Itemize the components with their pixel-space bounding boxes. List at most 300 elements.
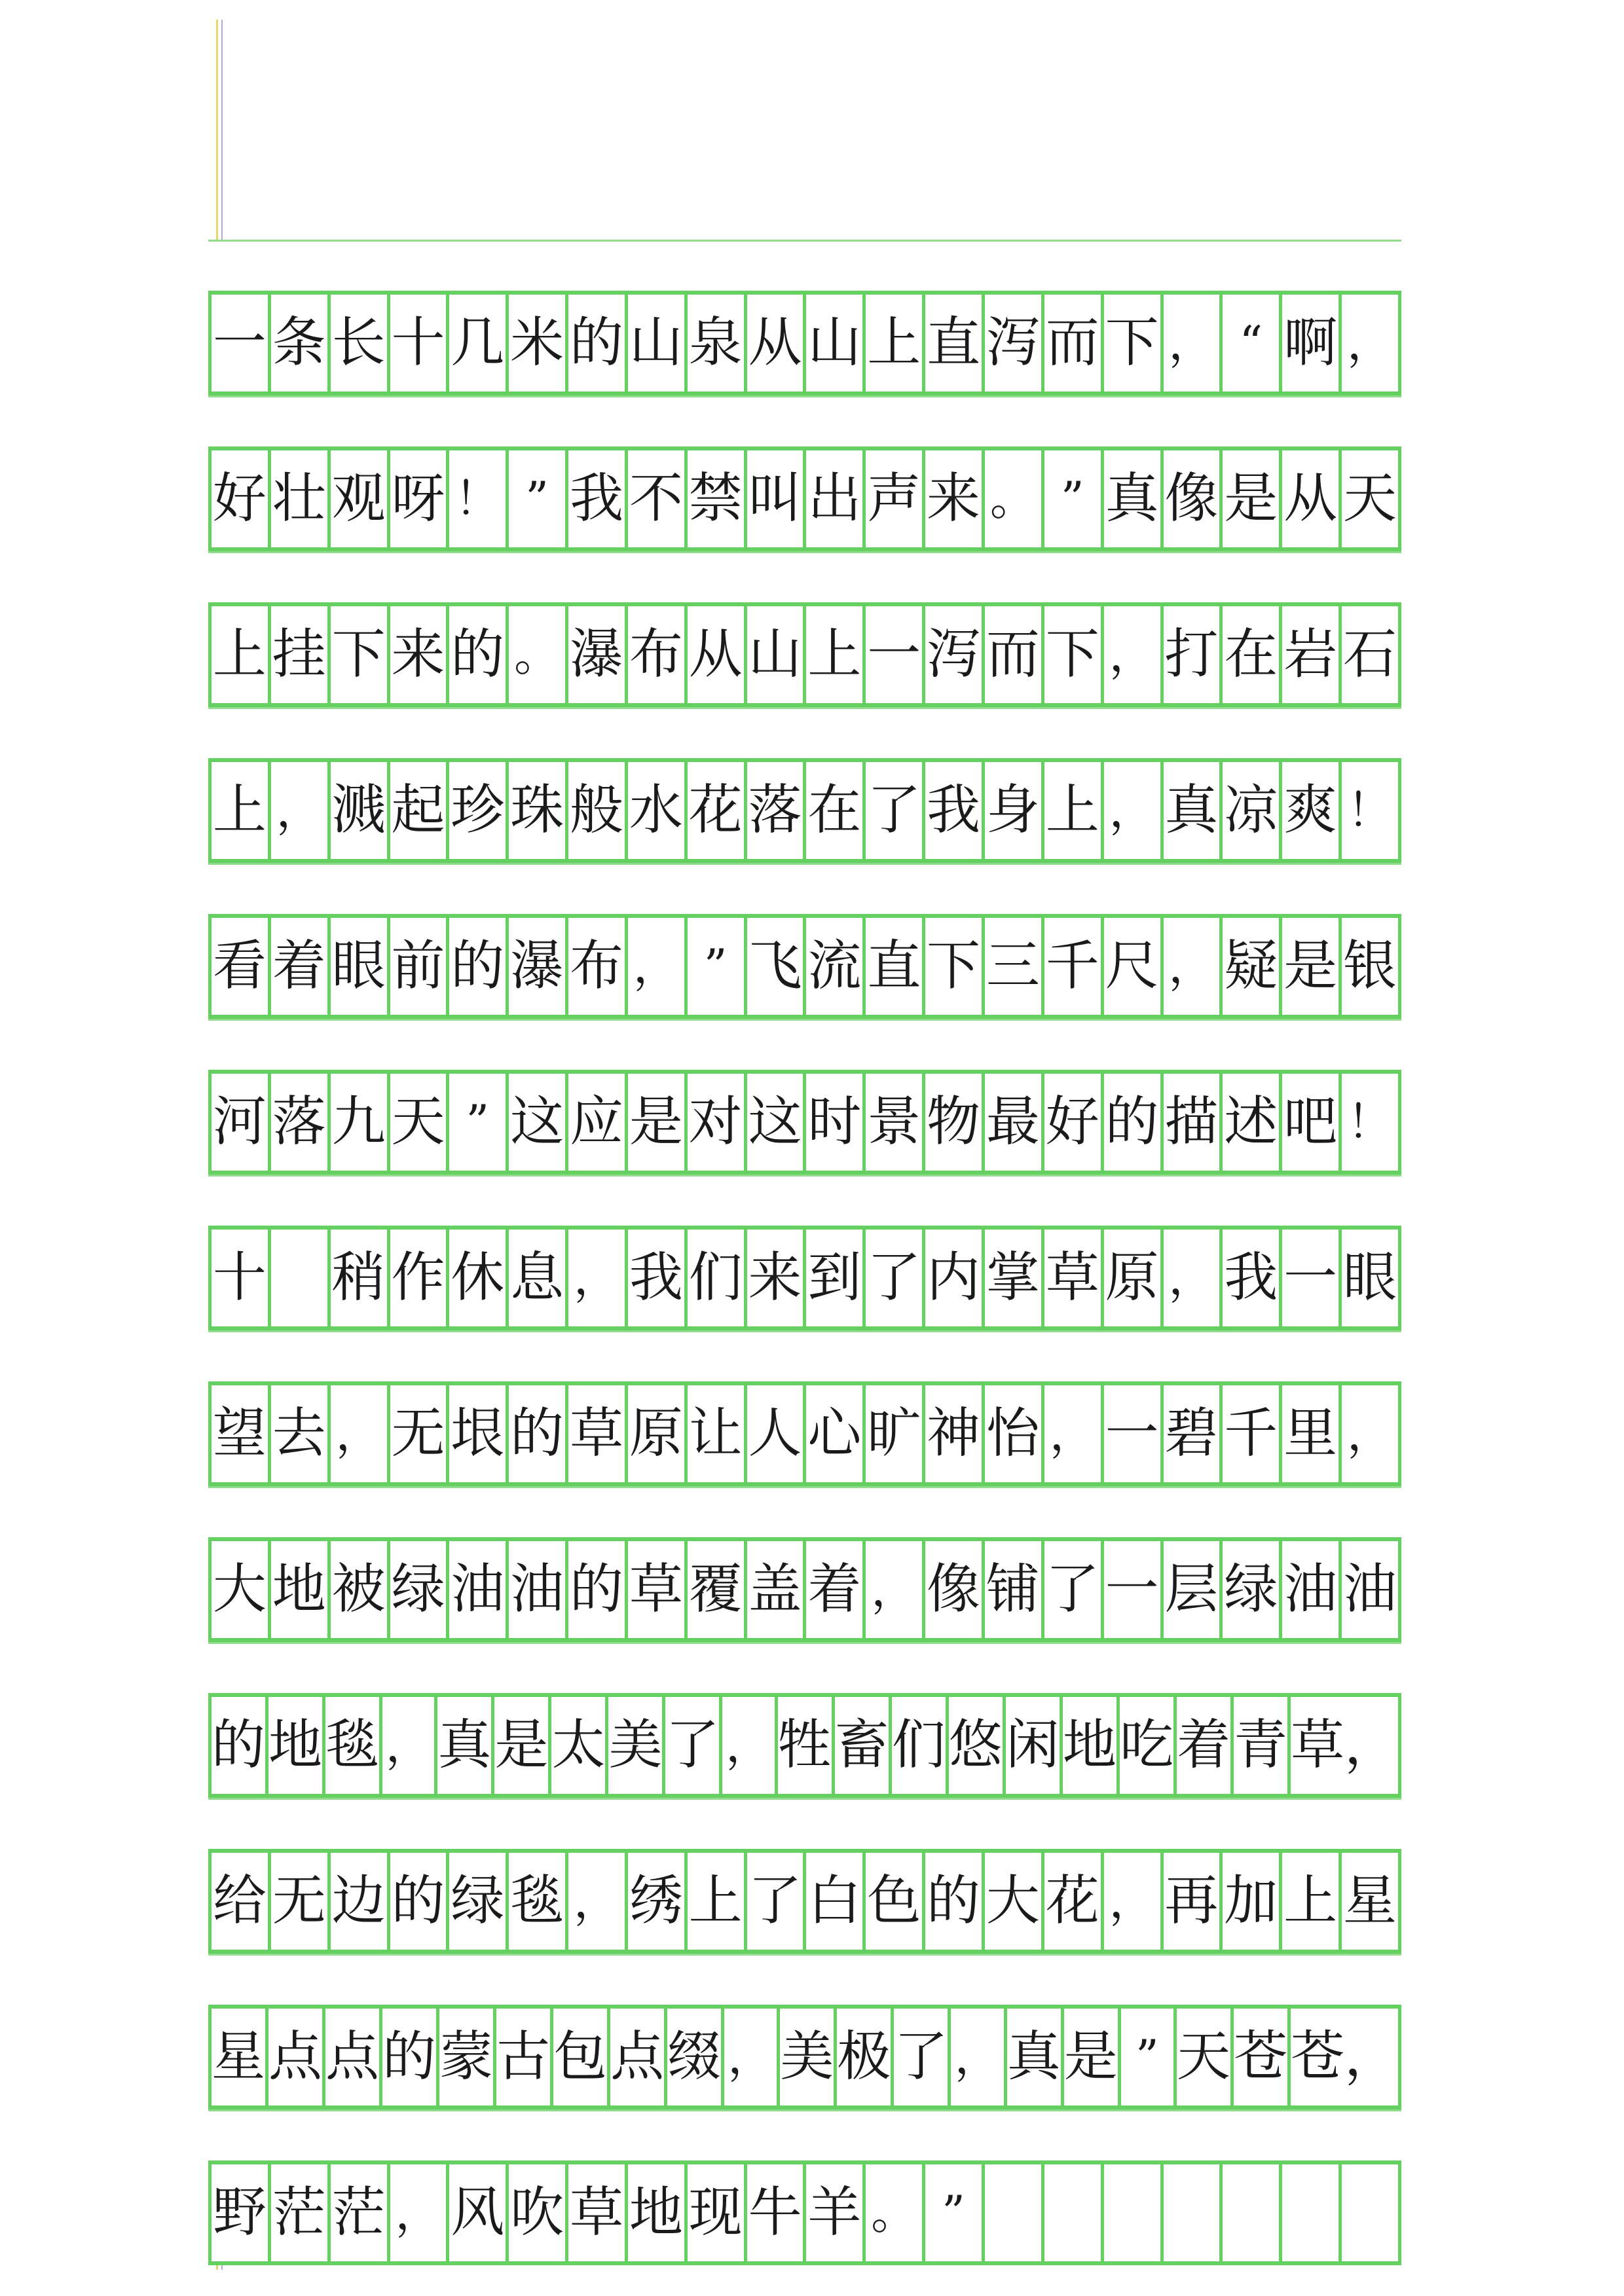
row-spacing-band xyxy=(208,707,1401,760)
grid-cell: 草 xyxy=(1041,1230,1101,1326)
grid-cell: ， xyxy=(1041,1385,1101,1482)
grid-cell: 直 xyxy=(922,295,982,392)
grid-row xyxy=(208,1019,1401,1175)
grid-cell: 一 xyxy=(862,606,922,703)
grid-cell: 景 xyxy=(862,1074,922,1171)
grid-cell: 来 xyxy=(922,450,982,547)
grid-cell: 缀 xyxy=(664,2009,721,2105)
grid-cells xyxy=(208,1849,1401,1954)
row-spacing-band xyxy=(208,1175,1401,1228)
grid-cell: 对 xyxy=(684,1074,744,1171)
grid-cell: 的 xyxy=(506,1385,565,1482)
grid-cell: 。 xyxy=(506,606,565,703)
grid-cell: 落 xyxy=(744,762,803,859)
grid-cell: 了 xyxy=(1041,1541,1101,1638)
grid-cell: 石 xyxy=(1338,606,1401,703)
grid-cell xyxy=(1279,2164,1338,2261)
grid-cell: 落 xyxy=(268,1074,327,1171)
row-spacing-band xyxy=(208,863,1401,916)
grid-cell: 绿 xyxy=(1219,1541,1279,1638)
grid-row xyxy=(208,707,1401,863)
grid-cell: 了 xyxy=(862,762,922,859)
grid-cell: 现 xyxy=(684,2164,744,2261)
grid-cell: 原 xyxy=(1101,1230,1160,1326)
grid-cell: 十 xyxy=(208,1230,268,1326)
grid-cell: 长 xyxy=(327,295,387,392)
grid-cell: 覆 xyxy=(684,1541,744,1638)
grid-cell: 铺 xyxy=(982,1541,1041,1638)
grid-cell: 苍， xyxy=(1287,2009,1401,2105)
grid-cell: 啊 xyxy=(1279,295,1338,392)
grid-cell: ” xyxy=(506,450,565,547)
grid-cell: 草 xyxy=(565,2164,625,2261)
grid-cell: 像 xyxy=(1160,450,1220,547)
grid-cell: 好 xyxy=(1041,1074,1101,1171)
grid-cell: 大 xyxy=(208,1541,268,1638)
row-spacing-band xyxy=(208,395,1401,448)
grid-cell: 凉 xyxy=(1219,762,1279,859)
grid-cell xyxy=(268,1230,327,1326)
grid-cell: 飞 xyxy=(744,918,803,1015)
grid-cell: 叫 xyxy=(744,450,803,547)
grid-cell xyxy=(982,2164,1041,2261)
grid-cell: ， xyxy=(625,918,684,1015)
grid-cell: 九 xyxy=(327,1074,387,1171)
grid-cell: 吧 xyxy=(1279,1074,1338,1171)
grid-cell: 一 xyxy=(208,295,268,392)
grid-cell: 息 xyxy=(506,1230,565,1326)
grid-cell: 油 xyxy=(446,1541,506,1638)
grid-cell: 碧 xyxy=(1160,1385,1220,1482)
grid-cell: 是 xyxy=(491,1697,548,1794)
grid-cell: 从 xyxy=(744,295,803,392)
grid-cell: 了 xyxy=(891,2009,948,2105)
grid-cell: 点 xyxy=(265,2009,322,2105)
grid-cell: ， xyxy=(1338,295,1401,392)
grid-cell: ， xyxy=(1160,918,1220,1015)
grid-cell: 了 xyxy=(744,1853,803,1950)
grid-cell: 从 xyxy=(1279,450,1338,547)
grid-cell: 绿 xyxy=(387,1541,447,1638)
grid-cell: 花 xyxy=(1041,1853,1101,1950)
grid-cell: 的 xyxy=(446,606,506,703)
grid-cell: 河 xyxy=(208,1074,268,1171)
grid-cell: 羊 xyxy=(803,2164,862,2261)
grid-cell: 布 xyxy=(565,918,625,1015)
grid-cell: 美 xyxy=(605,1697,662,1794)
grid-cell: 。 xyxy=(862,2164,922,2261)
grid-cell: 泻 xyxy=(982,295,1041,392)
grid-row xyxy=(208,1642,1401,1798)
grid-cell: 极 xyxy=(834,2009,891,2105)
grid-cell: 人 xyxy=(744,1385,803,1482)
composition-grid-paper xyxy=(208,240,1401,2265)
grid-row xyxy=(208,395,1401,551)
grid-cell: 水 xyxy=(625,762,684,859)
grid-cell: ， xyxy=(719,1697,774,1794)
grid-cell: 起 xyxy=(387,762,447,859)
grid-cell: 千 xyxy=(1219,1385,1279,1482)
grid-cell: 青 xyxy=(1230,1697,1287,1794)
grid-cell xyxy=(1041,2164,1101,2261)
grid-cell: ！ xyxy=(446,450,506,547)
grid-cell: 再 xyxy=(1160,1853,1220,1950)
grid-cell: ， xyxy=(1101,1853,1160,1950)
grid-cell: 的 xyxy=(379,2009,436,2105)
row-spacing-band xyxy=(208,240,1401,293)
grid-cell: 下 xyxy=(922,918,982,1015)
grid-cells xyxy=(208,758,1401,863)
grid-cell: 里 xyxy=(1279,1385,1338,1482)
row-spacing-band xyxy=(208,2109,1401,2162)
grid-cells xyxy=(208,1381,1401,1486)
grid-cell: 三 xyxy=(982,918,1041,1015)
grid-cell: 观 xyxy=(327,450,387,547)
grid-cell: 无 xyxy=(387,1385,447,1482)
grid-cell: 珠 xyxy=(506,762,565,859)
grid-cell: 野 xyxy=(208,2164,268,2261)
grid-cell: 旷 xyxy=(862,1385,922,1482)
grid-cell: 油 xyxy=(1279,1541,1338,1638)
grid-cell: 白 xyxy=(803,1853,862,1950)
grid-cell: 真 xyxy=(434,1697,491,1794)
grid-cell: ” xyxy=(1118,2009,1173,2105)
grid-cell: 来 xyxy=(744,1230,803,1326)
grid-cell: 心 xyxy=(803,1385,862,1482)
grid-cell: ， xyxy=(721,2009,777,2105)
grid-cell: 作 xyxy=(387,1230,447,1326)
grid-cell: 掌 xyxy=(982,1230,1041,1326)
grid-row xyxy=(208,1954,1401,2109)
row-spacing-band xyxy=(208,1019,1401,1072)
grid-cell: 风 xyxy=(446,2164,506,2261)
grid-cell: 点 xyxy=(322,2009,379,2105)
grid-cell: 让 xyxy=(684,1385,744,1482)
grid-cells xyxy=(208,1537,1401,1642)
grid-cell: 休 xyxy=(446,1230,506,1326)
grid-cell: 银 xyxy=(1338,918,1401,1015)
grid-cell: 我 xyxy=(565,450,625,547)
grid-cell: 而 xyxy=(982,606,1041,703)
grid-cells xyxy=(208,914,1401,1019)
grid-cell: “ xyxy=(1219,295,1279,392)
grid-cell: ” xyxy=(684,918,744,1015)
row-spacing-band xyxy=(208,1486,1401,1539)
grid-cell: 蒙 xyxy=(436,2009,493,2105)
grid-row xyxy=(208,863,1401,1019)
grid-row xyxy=(208,1175,1401,1330)
grid-cells xyxy=(208,602,1401,707)
grid-cell: 地 xyxy=(265,1697,322,1794)
grid-cell: 加 xyxy=(1219,1853,1279,1950)
grid-cell: 油 xyxy=(1338,1541,1401,1638)
grid-cell: 边 xyxy=(327,1853,387,1950)
grid-cell: 下 xyxy=(327,606,387,703)
grid-cell: 牲 xyxy=(775,1697,832,1794)
grid-cell: 的 xyxy=(208,1697,265,1794)
grid-cell: 的 xyxy=(922,1853,982,1950)
row-spacing-band xyxy=(208,1798,1401,1851)
grid-cell: 我 xyxy=(922,762,982,859)
grid-cell: 吹 xyxy=(506,2164,565,2261)
grid-cells xyxy=(208,2160,1401,2265)
grid-cells xyxy=(208,446,1401,551)
grid-cell: 被 xyxy=(327,1541,387,1638)
row-spacing-band xyxy=(208,551,1401,604)
grid-cell: 草 xyxy=(625,1541,684,1638)
grid-cell: 草 xyxy=(565,1385,625,1482)
grid-cell: 从 xyxy=(684,606,744,703)
grid-cell: 岩 xyxy=(1279,606,1338,703)
grid-cell: 直 xyxy=(862,918,922,1015)
grid-cell: 闲 xyxy=(1003,1697,1060,1794)
grid-cell: 上 xyxy=(208,606,268,703)
grid-cell: 稍 xyxy=(327,1230,387,1326)
grid-cell: 毯 xyxy=(506,1853,565,1950)
grid-cell: ， xyxy=(379,1697,434,1794)
grid-cell: 星 xyxy=(208,2009,265,2105)
grid-cell: 吃 xyxy=(1116,1697,1173,1794)
grid-cell: 们 xyxy=(684,1230,744,1326)
grid-cell: 太 xyxy=(548,1697,605,1794)
grid-cell: 不 xyxy=(625,450,684,547)
grid-cell: 地 xyxy=(625,2164,684,2261)
grid-cell: 千 xyxy=(1041,918,1101,1015)
grid-cell: 花 xyxy=(684,762,744,859)
grid-cell: 毯 xyxy=(322,1697,379,1794)
grid-cell: 地 xyxy=(268,1541,327,1638)
grid-cell: 油 xyxy=(506,1541,565,1638)
grid-cell: ， xyxy=(1101,762,1160,859)
grid-cell: 下 xyxy=(1101,295,1160,392)
grid-cell: 出 xyxy=(803,450,862,547)
grid-cell: ， xyxy=(565,1230,625,1326)
grid-cell: 望 xyxy=(208,1385,268,1482)
grid-cell: 垠 xyxy=(446,1385,506,1482)
grid-cell: 述 xyxy=(1219,1074,1279,1171)
grid-cell: 们 xyxy=(889,1697,946,1794)
grid-cell: 像 xyxy=(922,1541,982,1638)
grid-cell: 上 xyxy=(208,762,268,859)
grid-cell: 地 xyxy=(1060,1697,1116,1794)
grid-cell: 真 xyxy=(1101,450,1160,547)
grid-cell: 珍 xyxy=(446,762,506,859)
grid-cell: 的 xyxy=(565,1541,625,1638)
grid-cell: 到 xyxy=(803,1230,862,1326)
grid-cell: 来 xyxy=(387,606,447,703)
grid-cell: 这 xyxy=(506,1074,565,1171)
grid-cell: 悠 xyxy=(946,1697,1003,1794)
grid-cell: 下 xyxy=(1041,606,1101,703)
grid-cell: ” xyxy=(1041,450,1101,547)
grid-cell: 的 xyxy=(387,1853,447,1950)
grid-cell: 这 xyxy=(744,1074,803,1171)
grid-cell: ， xyxy=(1160,1230,1220,1326)
grid-cell: ， xyxy=(948,2009,1003,2105)
grid-cell: 十 xyxy=(387,295,447,392)
grid-cell: 一 xyxy=(1279,1230,1338,1326)
grid-cell: 条 xyxy=(268,295,327,392)
grid-cell: 是 xyxy=(1279,918,1338,1015)
grid-cell: 应 xyxy=(565,1074,625,1171)
grid-cell: 上 xyxy=(1279,1853,1338,1950)
grid-cell: 泉 xyxy=(684,295,744,392)
grid-cell: ， xyxy=(1101,606,1160,703)
grid-cell: 疑 xyxy=(1219,918,1279,1015)
grid-cell: ” xyxy=(922,2164,982,2261)
grid-cell: 泻 xyxy=(922,606,982,703)
grid-cell: 的 xyxy=(565,295,625,392)
grid-cell: 上 xyxy=(862,295,922,392)
grid-cell: 牛 xyxy=(744,2164,803,2261)
grid-cell: 般 xyxy=(565,762,625,859)
grid-cell: 流 xyxy=(803,918,862,1015)
grid-cell: 呀 xyxy=(387,450,447,547)
grid-row xyxy=(208,240,1401,395)
grid-cell: 时 xyxy=(803,1074,862,1171)
grid-cell: 看 xyxy=(208,918,268,1015)
grid-row xyxy=(208,551,1401,707)
grid-cell: 内 xyxy=(922,1230,982,1326)
grid-cell: 盖 xyxy=(744,1541,803,1638)
grid-cell: 天 xyxy=(387,1074,447,1171)
grid-cell: 包 xyxy=(550,2009,607,2105)
row-spacing-band xyxy=(208,1954,1401,2007)
row-spacing-band xyxy=(208,1330,1401,1383)
grid-cell: 一 xyxy=(1101,1541,1160,1638)
grid-cell: 声 xyxy=(862,450,922,547)
grid-cell: 星 xyxy=(1338,1853,1401,1950)
grid-cell: 天 xyxy=(1173,2009,1230,2105)
grid-cell xyxy=(1219,2164,1279,2261)
grid-cell: 怡 xyxy=(982,1385,1041,1482)
grid-cell: 眼 xyxy=(1338,1230,1401,1326)
grid-cell: 是 xyxy=(1061,2009,1118,2105)
grid-cell: 是 xyxy=(625,1074,684,1171)
grid-cell: 美 xyxy=(777,2009,834,2105)
grid-cell: ， xyxy=(565,1853,625,1950)
grid-cell: 真 xyxy=(1004,2009,1061,2105)
grid-cell: 茫 xyxy=(327,2164,387,2261)
grid-cell: 绿 xyxy=(446,1853,506,1950)
grid-cell xyxy=(1160,2164,1220,2261)
grid-cells xyxy=(208,291,1401,395)
grid-cell: 山 xyxy=(744,606,803,703)
grid-cell: ， xyxy=(387,2164,447,2261)
grid-cell: 山 xyxy=(803,295,862,392)
grid-cell: ” xyxy=(446,1074,506,1171)
grid-cell: 布 xyxy=(625,606,684,703)
grid-cell: 身 xyxy=(982,762,1041,859)
grid-cell: 着 xyxy=(1173,1697,1230,1794)
grid-cell: 着 xyxy=(268,918,327,1015)
grid-cell: 真 xyxy=(1160,762,1220,859)
grid-cell: 天 xyxy=(1338,450,1401,547)
grid-cell xyxy=(1101,2164,1160,2261)
grid-cell: 在 xyxy=(1219,606,1279,703)
grid-cell: 山 xyxy=(625,295,684,392)
grid-cell: 去 xyxy=(268,1385,327,1482)
grid-row xyxy=(208,2109,1401,2265)
grid-cell: 着 xyxy=(803,1541,862,1638)
grid-cells xyxy=(208,1070,1401,1175)
grid-cell: 无 xyxy=(268,1853,327,1950)
grid-cell: 上 xyxy=(1041,762,1101,859)
grid-cell: 原 xyxy=(625,1385,684,1482)
grid-cell: 草， xyxy=(1287,1697,1401,1794)
grid-cell: 。 xyxy=(982,450,1041,547)
grid-cell: 眼 xyxy=(327,918,387,1015)
grid-cell: 的 xyxy=(446,918,506,1015)
grid-cell: 爽 xyxy=(1279,762,1338,859)
grid-cell: 最 xyxy=(982,1074,1041,1171)
grid-cell: 壮 xyxy=(268,450,327,547)
grid-cell: 尺 xyxy=(1101,918,1160,1015)
grid-row xyxy=(208,1798,1401,1954)
grid-cells xyxy=(208,2005,1401,2109)
grid-cell: 层 xyxy=(1160,1541,1220,1638)
grid-cell: 的 xyxy=(1101,1074,1160,1171)
grid-cell: 神 xyxy=(922,1385,982,1482)
grid-cell: 上 xyxy=(684,1853,744,1950)
grid-cell: 禁 xyxy=(684,450,744,547)
grid-cell: 我 xyxy=(625,1230,684,1326)
grid-cell: 我 xyxy=(1219,1230,1279,1326)
grid-cell: 畜 xyxy=(832,1697,889,1794)
grid-cell: 点 xyxy=(607,2009,664,2105)
grid-cell: 描 xyxy=(1160,1074,1220,1171)
grid-cell: 给 xyxy=(208,1853,268,1950)
grid-row xyxy=(208,1330,1401,1486)
grid-cell: ， xyxy=(268,762,327,859)
row-spacing-band xyxy=(208,1642,1401,1695)
grid-cell: 好 xyxy=(208,450,268,547)
grid-cell: 前 xyxy=(387,918,447,1015)
grid-cell: 在 xyxy=(803,762,862,859)
grid-cell: 上 xyxy=(803,606,862,703)
grid-cell: ！ xyxy=(1338,1074,1401,1171)
grid-cell: 大 xyxy=(982,1853,1041,1950)
grid-cell: 了 xyxy=(862,1230,922,1326)
grid-cell: ！ xyxy=(1338,762,1401,859)
grid-cell: 绣 xyxy=(625,1853,684,1950)
grid-cell: 而 xyxy=(1041,295,1101,392)
grid-cell: 挂 xyxy=(268,606,327,703)
grid-cell: 茫 xyxy=(268,2164,327,2261)
grid-cell: ， xyxy=(327,1385,387,1482)
grid-cell: 打 xyxy=(1160,606,1220,703)
grid-cell xyxy=(1338,2164,1401,2261)
grid-cells xyxy=(208,1693,1401,1798)
grid-cell: ， xyxy=(1338,1385,1401,1482)
grid-cell: 瀑 xyxy=(565,606,625,703)
grid-cell: 古 xyxy=(493,2009,550,2105)
grid-cell: ， xyxy=(862,1541,922,1638)
grid-cells xyxy=(208,1226,1401,1330)
grid-cell: 是 xyxy=(1219,450,1279,547)
grid-cell: 一 xyxy=(1101,1385,1160,1482)
grid-cell: 了 xyxy=(662,1697,719,1794)
grid-cell: 几 xyxy=(446,295,506,392)
grid-cell: 苍 xyxy=(1230,2009,1287,2105)
grid-cell: 色 xyxy=(862,1853,922,1950)
grid-cell: ， xyxy=(1160,295,1220,392)
grid-cell: 物 xyxy=(922,1074,982,1171)
grid-row xyxy=(208,1486,1401,1642)
grid-cell: 溅 xyxy=(327,762,387,859)
grid-cell: 瀑 xyxy=(506,918,565,1015)
grid-cell: 米 xyxy=(506,295,565,392)
